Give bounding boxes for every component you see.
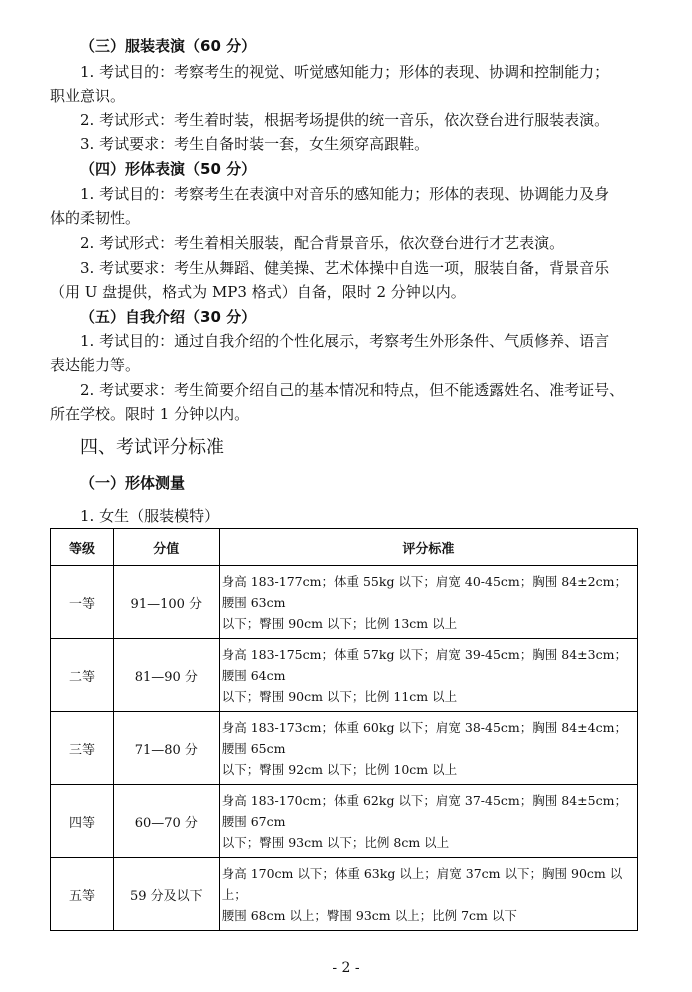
section-4-format: 2. 考试形式：考生着相关服装，配合背景音乐，依次登台进行才艺表演。 [80, 234, 565, 252]
standard-line: 以下；臀围 92cm 以下；比例 10cm 以上 [221, 761, 458, 777]
grading-table [50, 528, 638, 931]
table-row [51, 785, 638, 858]
score-cell: 91—100 分 [113, 566, 219, 639]
standard-line: 身高 183-177cm；体重 55kg 以下；肩宽 40-45cm；胸围 84±2cm；腰围 63cm [221, 573, 627, 610]
section-5-requirement-line1: 2. 考试要求：考生简要介绍自己的基本情况和特点，但不能透露姓名、准考证号、 [80, 381, 625, 399]
section-3-requirement: 3. 考试要求：考生自备时装一套，女生须穿高跟鞋。 [80, 135, 430, 153]
section-5-purpose-line1: 1. 考试目的：通过自我介绍的个性化展示，考察考生外形条件、气质修养、语言 [80, 332, 610, 350]
grade-cell: 四等 [51, 785, 114, 858]
standard-cell [219, 566, 637, 639]
grade-cell: 一等 [51, 566, 114, 639]
page-number: - 2 - [332, 960, 360, 976]
section-5-requirement-line2: 所在学校。限时 1 分钟以内。 [50, 405, 250, 423]
section-4-purpose-line1: 1. 考试目的：考察考生在表演中对音乐的感知能力；形体的表现、协调能力及身 [80, 185, 610, 203]
table-row [51, 639, 638, 712]
section-5-purpose-line2: 表达能力等。 [50, 356, 141, 374]
score-cell: 59 分及以下 [113, 858, 219, 931]
standard-cell [219, 639, 637, 712]
standard-line: 身高 183-175cm；体重 57kg 以下；肩宽 39-45cm；胸围 84±3cm；腰围 64cm [221, 646, 627, 683]
standard-line: 身高 170cm 以下；体重 63kg 以上；肩宽 37cm 以下；胸围 90cm 以上； [221, 865, 623, 902]
grade-cell: 三等 [51, 712, 114, 785]
grade-cell: 二等 [51, 639, 114, 712]
grade-cell: 五等 [51, 858, 114, 931]
section-3-format: 2. 考试形式：考生着时装，根据考场提供的统一音乐，依次登台进行服装表演。 [80, 111, 610, 129]
table-row [51, 566, 638, 639]
score-cell: 60—70 分 [113, 785, 219, 858]
section-3-title: （三）服装表演（60 分） [80, 37, 257, 55]
score-cell: 71—80 分 [113, 712, 219, 785]
standard-line: 身高 183-173cm；体重 60kg 以下；肩宽 38-45cm；胸围 84±4cm；腰围 65cm [221, 719, 627, 756]
header-grade: 等级 [51, 529, 114, 566]
section-4-title: （四）形体表演（50 分） [80, 160, 257, 178]
score-cell: 81—90 分 [113, 639, 219, 712]
header-standard: 评分标准 [219, 529, 637, 566]
section-4-requirement-line1: 3. 考试要求：考生从舞蹈、健美操、艺术体操中自选一项，服装自备，背景音乐 [80, 259, 610, 277]
main-heading: 四、考试评分标准 [80, 437, 224, 458]
section-4-purpose-line2: 体的柔韧性。 [50, 209, 141, 227]
standard-cell [219, 785, 637, 858]
section-3-purpose-line2: 职业意识。 [50, 87, 126, 105]
table-header-row [51, 529, 638, 566]
sub-heading: （一）形体测量 [80, 474, 186, 492]
standard-line: 腰围 68cm 以上；臀围 93cm 以上；比例 7cm 以下 [221, 907, 517, 923]
standard-line: 以下；臀围 90cm 以下；比例 11cm 以上 [221, 688, 458, 704]
standard-cell [219, 712, 637, 785]
standard-line: 以下；臀围 93cm 以下；比例 8cm 以上 [221, 834, 450, 850]
section-5-title: （五）自我介绍（30 分） [80, 308, 257, 326]
table-caption: 1. 女生（服装模特） [80, 507, 220, 525]
standard-line: 以下；臀围 90cm 以下；比例 13cm 以上 [221, 615, 458, 631]
table-row [51, 858, 638, 931]
standard-line: 身高 183-170cm；体重 62kg 以下；肩宽 37-45cm；胸围 84±5cm；腰围 67cm [221, 792, 627, 829]
header-score: 分值 [113, 529, 219, 566]
table-row [51, 712, 638, 785]
section-4-requirement-line2: （用 U 盘提供，格式为 MP3 格式）自备，限时 2 分钟以内。 [50, 283, 466, 301]
standard-cell [219, 858, 637, 931]
section-3-purpose-line1: 1. 考试目的：考察考生的视觉、听觉感知能力；形体的表现、协调和控制能力； [80, 63, 610, 81]
